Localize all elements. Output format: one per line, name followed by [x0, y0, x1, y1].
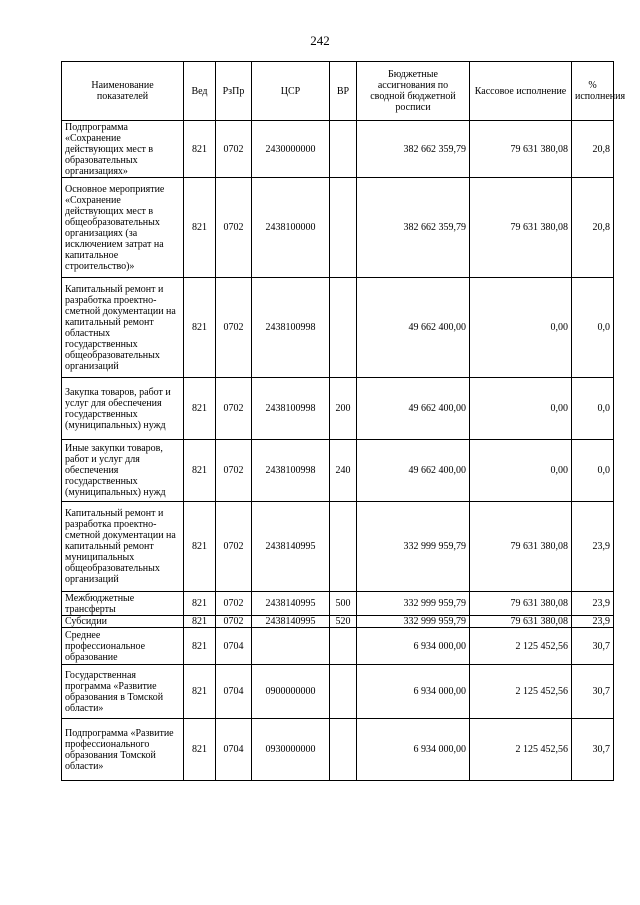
header-cash-execution: Кассовое исполнение [470, 62, 572, 121]
header-appropriations: Бюджетные ассигнования по сводной бюджетной росписи [357, 62, 470, 121]
cell-vr: 500 [330, 592, 357, 616]
cell-cash: 0,00 [470, 378, 572, 440]
cell-vr: 520 [330, 616, 357, 628]
cell-appropriations: 6 934 000,00 [357, 719, 470, 781]
cell-ved: 821 [184, 719, 216, 781]
cell-csr: 2438140995 [252, 592, 330, 616]
cell-cash: 79 631 380,08 [470, 616, 572, 628]
cell-cash: 2 125 452,56 [470, 628, 572, 665]
cell-csr: 2438140995 [252, 502, 330, 592]
header-percent-execution: % исполнения [572, 62, 614, 121]
cell-vr: 200 [330, 378, 357, 440]
cell-rzpr: 0702 [216, 178, 252, 278]
cell-rzpr: 0702 [216, 592, 252, 616]
cell-rzpr: 0704 [216, 719, 252, 781]
cell-vr [330, 628, 357, 665]
cell-rzpr: 0702 [216, 502, 252, 592]
header-ved: Вед [184, 62, 216, 121]
cell-ved: 821 [184, 502, 216, 592]
cell-name: Среднее профессиональное образование [62, 628, 184, 665]
cell-rzpr: 0704 [216, 665, 252, 719]
table-row [62, 440, 614, 502]
cell-percent: 30,7 [572, 628, 614, 665]
cell-percent: 0,0 [572, 378, 614, 440]
cell-vr: 240 [330, 440, 357, 502]
table-row [62, 378, 614, 440]
cell-appropriations: 49 662 400,00 [357, 378, 470, 440]
cell-name: Основное мероприятие «Сохранение действующих мест в общеобразовательных организациях (за исключением затрат на капитальное строительство)» [62, 178, 184, 278]
cell-vr [330, 502, 357, 592]
cell-name: Закупка товаров, работ и услуг для обеспечения государственных (муниципальных) нужд [62, 378, 184, 440]
cell-ved: 821 [184, 378, 216, 440]
cell-vr [330, 719, 357, 781]
cell-csr: 2438100998 [252, 278, 330, 378]
cell-cash: 2 125 452,56 [470, 665, 572, 719]
cell-cash: 79 631 380,08 [470, 502, 572, 592]
cell-ved: 821 [184, 121, 216, 178]
cell-ved: 821 [184, 592, 216, 616]
table-row [62, 502, 614, 592]
cell-ved: 821 [184, 440, 216, 502]
cell-cash: 0,00 [470, 440, 572, 502]
table-row [62, 665, 614, 719]
header-csr: ЦСР [252, 62, 330, 121]
table-row [62, 121, 614, 178]
table-row [62, 592, 614, 616]
cell-csr: 2438100000 [252, 178, 330, 278]
cell-csr [252, 628, 330, 665]
cell-percent: 23,9 [572, 616, 614, 628]
table-row [62, 278, 614, 378]
cell-name: Подпрограмма «Развитие профессионального образования Томской области» [62, 719, 184, 781]
cell-appropriations: 332 999 959,79 [357, 616, 470, 628]
cell-rzpr: 0702 [216, 440, 252, 502]
cell-ved: 821 [184, 665, 216, 719]
cell-vr [330, 178, 357, 278]
cell-percent: 23,9 [572, 592, 614, 616]
cell-name: Капитальный ремонт и разработка проектно-сметной документации на капитальный ремонт областных государственных общеобразовательных организаций [62, 278, 184, 378]
table-row [62, 616, 614, 628]
cell-csr: 2438100998 [252, 378, 330, 440]
cell-percent: 30,7 [572, 719, 614, 781]
table-row [62, 178, 614, 278]
cell-csr: 2430000000 [252, 121, 330, 178]
cell-name: Капитальный ремонт и разработка проектно-сметной документации на капитальный ремонт муниципальных общеобразовательных организаций [62, 502, 184, 592]
header-vr: ВР [330, 62, 357, 121]
cell-percent: 0,0 [572, 278, 614, 378]
cell-appropriations: 332 999 959,79 [357, 592, 470, 616]
cell-vr [330, 278, 357, 378]
cell-appropriations: 382 662 359,79 [357, 121, 470, 178]
cell-name: Субсидии [62, 616, 184, 628]
cell-appropriations: 49 662 400,00 [357, 278, 470, 378]
cell-name: Подпрограмма «Сохранение действующих мест в образовательных организациях» [62, 121, 184, 178]
cell-ved: 821 [184, 616, 216, 628]
cell-cash: 0,00 [470, 278, 572, 378]
header-name: Наименование показателей [62, 62, 184, 121]
table-row [62, 628, 614, 665]
cell-name: Межбюджетные трансферты [62, 592, 184, 616]
cell-ved: 821 [184, 628, 216, 665]
cell-percent: 20,8 [572, 121, 614, 178]
cell-appropriations: 332 999 959,79 [357, 502, 470, 592]
cell-rzpr: 0704 [216, 628, 252, 665]
cell-appropriations: 6 934 000,00 [357, 628, 470, 665]
cell-appropriations: 6 934 000,00 [357, 665, 470, 719]
table-header-row [62, 62, 614, 121]
cell-cash: 79 631 380,08 [470, 121, 572, 178]
cell-appropriations: 382 662 359,79 [357, 178, 470, 278]
cell-rzpr: 0702 [216, 378, 252, 440]
cell-percent: 23,9 [572, 502, 614, 592]
cell-name: Государственная программа «Развитие образования в Томской области» [62, 665, 184, 719]
cell-ved: 821 [184, 278, 216, 378]
cell-csr: 2438140995 [252, 616, 330, 628]
cell-percent: 30,7 [572, 665, 614, 719]
cell-rzpr: 0702 [216, 278, 252, 378]
cell-vr [330, 121, 357, 178]
budget-execution-table [61, 61, 626, 781]
cell-vr [330, 665, 357, 719]
cell-cash: 79 631 380,08 [470, 178, 572, 278]
cell-csr: 2438100998 [252, 440, 330, 502]
cell-csr: 0900000000 [252, 665, 330, 719]
cell-cash: 2 125 452,56 [470, 719, 572, 781]
page-number: 242 [310, 33, 330, 48]
cell-ved: 821 [184, 178, 216, 278]
cell-rzpr: 0702 [216, 121, 252, 178]
cell-appropriations: 49 662 400,00 [357, 440, 470, 502]
cell-name: Иные закупки товаров, работ и услуг для обеспечения государственных (муниципальных) нужд [62, 440, 184, 502]
cell-percent: 0,0 [572, 440, 614, 502]
header-rzpr: РзПр [216, 62, 252, 121]
cell-cash: 79 631 380,08 [470, 592, 572, 616]
cell-percent: 20,8 [572, 178, 614, 278]
table-row [62, 719, 614, 781]
cell-rzpr: 0702 [216, 616, 252, 628]
cell-csr: 0930000000 [252, 719, 330, 781]
